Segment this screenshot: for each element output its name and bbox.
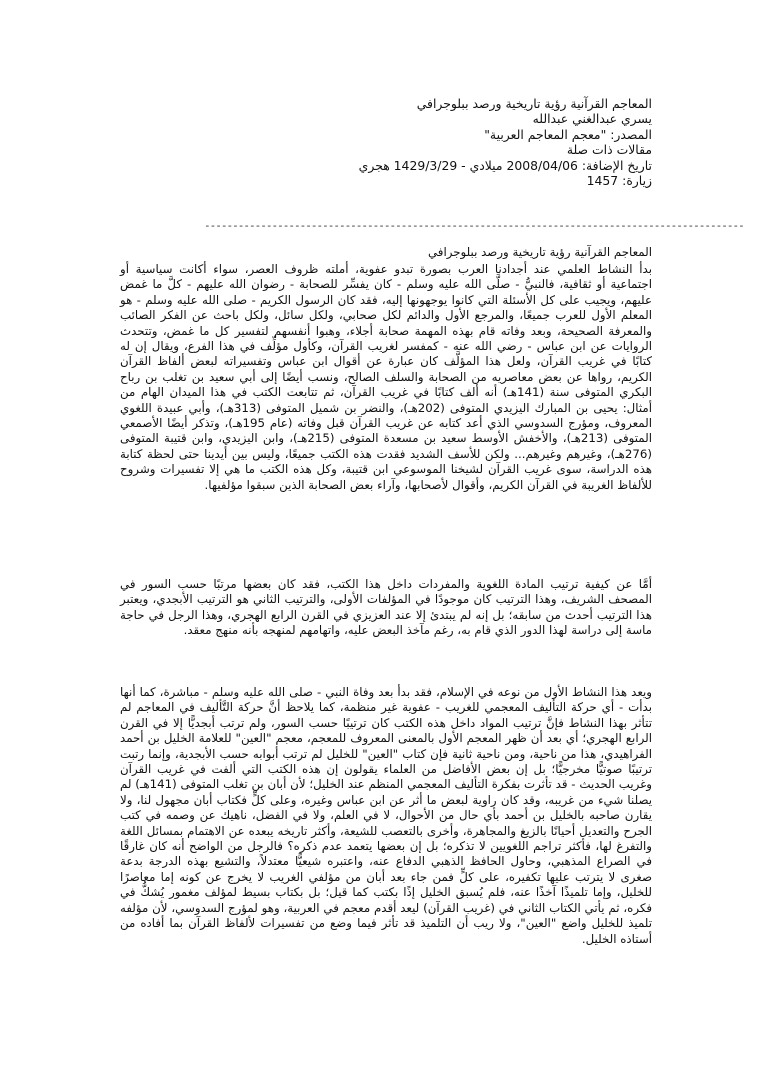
header-source: المصدر: "معجم المعاجم العربية" bbox=[484, 126, 652, 142]
header-related-articles[interactable]: مقالات ذات صلة bbox=[566, 142, 652, 158]
header-title: المعاجم القرآنية رؤية تاريخية ورصد ببلوجرافي bbox=[416, 96, 652, 111]
body-paragraph-2: أمَّا عن كيفية ترتيب المادة اللغوية والمفردات داخل هذا الكتب، فقد كان بعضها مرتبًا حسب السور في المصحف الشريف، وهذا الترتيب كان موجودًا في المؤلفات الأولى، والترتيب الثاني هو الترتيب الأبجدي، ويعتبر هذا الترتيب أحدث من سابقه؛ بل إنه لم يبتدئ إلا عند العزيزي في القرن الرابع الهجري، وهذا الرجل في حاجة ماسة إلى دراسة لهذا الدور الذي قام به، رغم مآخذ البعض عليه، واتهامهم لمنهجه بأنه منهج معقد. bbox=[120, 577, 652, 638]
body-paragraph-3: ويعد هذا النشاط الأول من نوعه في الإسلام، فقد بدأ بعد وفاة النبي - صلى الله عليه وسلم - مباشرة، كما أنها بدأت - أي حركة التأليف المعجمي للغريب - عفوية غير منظمة، كما يلاحظ أنَّ حركة التَّأليف في المعاجم لم تتأثر بهذا النشاط فإنَّ ترتيب المواد داخل هذه الكتب كان ترتيبًا حسب السور، ولم ترتب أبجديًّا إلا في القرن الرابع الهجري؛ أي بعد أن ظهر المعجم الأول بالمعنى المعروف للمعجم، معجم "العين" للعلامة الخليل بن أحمد الفراهيدي، هذا من ناحية، ومن ناحية ثانية فإن كتاب "العين" للخليل لم ترتب أبوابه حسب الأبجدية، وإنما رتبت ترتيبًا صوتيًّا مخرجيًّا؛ بل إن بعض الأفاضل من العلماء يقولون إن هذه الكتب التي ألفت في غريب القرآن وغريب الحديث - قد تأثرت بفكرة التأليف المعجمي المنظم عند الخليل؛ لأن أبان بن تغلب المتوفى (141هـ) لم يصلنا شيء من غريبه، وقد كان راوية لبعض ما أثر عن ابن عباس وغيره، وعلى كلٍّ فكتاب أبان مجهول لنا، ولا يقارن صاحبه بالخليل بن أحمد بأي حال من الأحوال، لا في العلم، ولا في الفضل، ناهيك عن وصمه في كتب الجرح والتعديل أحيانًا بالزيغ والمجاهرة، وأخرى بالتعصب للشيعة، وأكثر تاريخه يبعده عن الاهتمام بمسائل اللغة والتفرغ لها، فأكثر تراجم اللغويين لا تذكره؛ بل إن بعضها يتعمد عدم ذكره؟ فالرجل من الواضح أنه كان غارقًا في الصراع المذهبي، وحاول الحافظ الذهبي الدفاع عنه، واعتبره شيعيًّا معتدلاً، والتشيع بهذه الدرجة بدعة صغرى لا يترتب عليها تكفيره، على كلٍّ فمن جاء بعد أبان من مؤلفي الغريب لا يخرج عن كونه إما معاصرًا للخليل، وإما تلميذًا آخذًا عنه، فلم يُسبق الخليل إذًا بكتب كما قيل؛ بل بكتاب بسيط لمؤلف مغمور يُشكُّ في فكره، ثم يأتي الكتاب الثاني في (غريب القرآن) ليعد أقدم معجم في العربية، وهو لمؤرج السدوسي، لأن مؤلفه تلميذ للخليل واضع "العين"، ولا ريب أن التلميذ قد تأثر فيما وضع من تفسيرات لألفاظ القرآن بما أفاده من أستاذه الخليل. bbox=[120, 685, 652, 946]
article-title: المعاجم القرآنية رؤية تاريخية ورصد ببلوجرافي bbox=[427, 245, 652, 259]
header-author[interactable]: يسري عبدالغني عبدالله bbox=[532, 111, 652, 127]
article-header bbox=[120, 96, 652, 188]
header-visit-count: زيارة: 1457 bbox=[586, 173, 652, 189]
header-date-added: تاريخ الإضافة: 2008/04/06 ميلادي - 1429/3/29 هجري bbox=[358, 157, 652, 173]
body-paragraph-1: بدأ النشاط العلمي عند أجدادنا العرب بصورة تبدو عفوية، أملته ظروف العصر، سواء أكانت سياسية أو اجتماعية أو ثقافية، فالنبيُّ - صلَّى الله عليه وسلم - كان يفسِّر للصحابة - رضوان الله عليهم - كلَّ ما غمض عليهم، ويجيب على كل الأسئلة التي كانوا يوجهونها إليه، فقد كان الرسول الكريم - صلى الله عليه وسلم - هو المعلم الأول للعرب جميعًا، والمرجع الأول والدائم لكل صحابي، ولكل سائل، ولكل باحث عن الفكر الصائب والمعرفة الصحيحة، وبعد وفاته قام بهذه المهمة صحابة أجلاء، وهبوا أنفسهم لتفسير كل ما غمض، وتتحدث الروايات عن ابن عباس - رضي الله عنه - كمفسر لغريب القرآن، وكأول مؤلِّف في هذا الفرع، ويقال إن له كتابًا في غريب القرآن، ولعل هذا المؤلَّف كان عبارة عن أقوال ابن عباس وتفسيراته لبعض ألفاظ القرآن الكريم، رواها عن بعض معاصريه من الصحابة والسلف الصالح، ونسب أيضًا إلى أبي سعيد بن تغلب بن رباح البكري المتوفى سنة (141هـ) أنه ألف كتابًا في غريب القرآن، ثم تتابعت الكتب في هذا الميدان الهام من أمثال: يحيى بن المبارك اليزيدي المتوفى (202هـ)، والنضر بن شميل المتوفى (313هـ)، وأبي عبيدة اللغوي المعروف، ومؤرج السدوسي الذي أعد كتابه عن غريب القرآن قبل وفاته (عام 195هـ)، وتذكر أيضًا الأصمعي المتوفى (213هـ)، والأخفش الأوسط سعيد بن مسعدة المتوفى (215هـ)، وابن اليزيدي، وابن قتيبة المتوفى (276هـ)، وغيرهم وغيرهم... ولكن للأسف الشديد فقدت هذه الكتب جميعًا، وليس بين أيدينا حتى لحظة كتابة هذه الدراسة، سوى غريب القرآن لشيخنا الموسوعي ابن قتيبة، وكل هذه الكتب ما هي إلا تفسيرات وشروح للألفاظ الغريبة في القرآن الكريم، وأقوال لأصحابها، وآراء بعض الصحابة الذين سبقوا مؤلفيها. bbox=[120, 262, 653, 492]
dashed-separator: ------------------------------------------------------------------------------------------------ bbox=[204, 219, 744, 232]
